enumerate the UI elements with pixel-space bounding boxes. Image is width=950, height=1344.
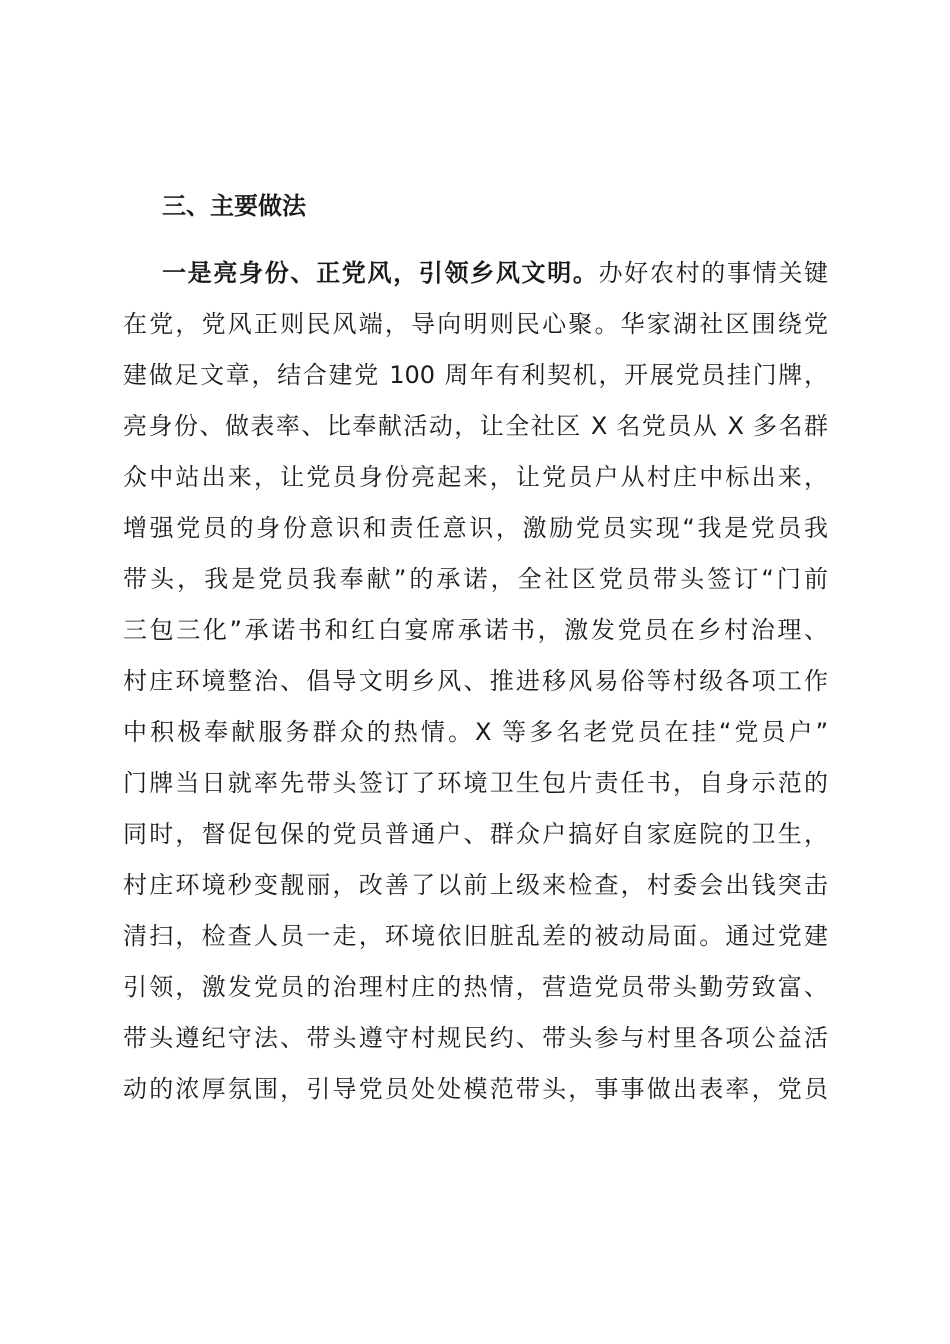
paragraph-first-line xyxy=(123,248,828,299)
paragraph-line: 带头遵纪守法、带头遵守村规民约、带头参与村里各项公益活 xyxy=(123,1024,828,1052)
paragraph-lead: 一是亮身份、正党风，引领乡风文明。 xyxy=(162,259,599,287)
paragraph-line: 村庄环境秒变靓丽，改善了以前上级来检查，村委会出钱突击 xyxy=(123,871,828,899)
paragraph-line: 门牌当日就率先带头签订了环境卫生包片责任书，自身示范的 xyxy=(123,769,828,797)
paragraph-line: 建做足文章，结合建党 100 周年有利契机，开展党员挂门牌， xyxy=(123,361,828,389)
paragraph-line: 增强党员的身份意识和责任意识，激励党员实现“我是党员我 xyxy=(123,514,828,542)
section-heading: 三、主要做法 xyxy=(162,192,306,220)
paragraph-line: 清扫，检查人员一走，环境依旧脏乱差的被动局面。通过党建 xyxy=(123,922,828,950)
paragraph-line: 亮身份、做表率、比奉献活动，让全社区 X 名党员从 X 多名群 xyxy=(123,412,828,440)
paragraph xyxy=(123,248,828,1115)
paragraph-line: 引领，激发党员的治理村庄的热情，营造党员带头勤劳致富、 xyxy=(123,973,828,1001)
paragraph-line: 村庄环境整治、倡导文明乡风、推进移风易俗等村级各项工作 xyxy=(123,667,828,695)
paragraph-line: 众中站出来，让党员身份亮起来，让党员户从村庄中标出来， xyxy=(123,463,828,491)
paragraph-line: 同时，督促包保的党员普通户、群众户搞好自家庭院的卫生， xyxy=(123,820,828,848)
paragraph-line: 三包三化”承诺书和红白宴席承诺书，激发党员在乡村治理、 xyxy=(123,616,828,644)
paragraph-first-line-text: 办好农村的事情关键 xyxy=(598,259,829,287)
paragraph-line: 在党，党风正则民风端，导向明则民心聚。华家湖社区围绕党 xyxy=(123,310,828,338)
paragraph-line: 带头，我是党员我奉献”的承诺，全社区党员带头签订“门前 xyxy=(123,565,828,593)
paragraph-line: 动的浓厚氛围，引导党员处处模范带头，事事做出表率，党员 xyxy=(123,1075,828,1103)
paragraph-line: 中积极奉献服务群众的热情。X 等多名老党员在挂“党员户” xyxy=(123,718,828,746)
